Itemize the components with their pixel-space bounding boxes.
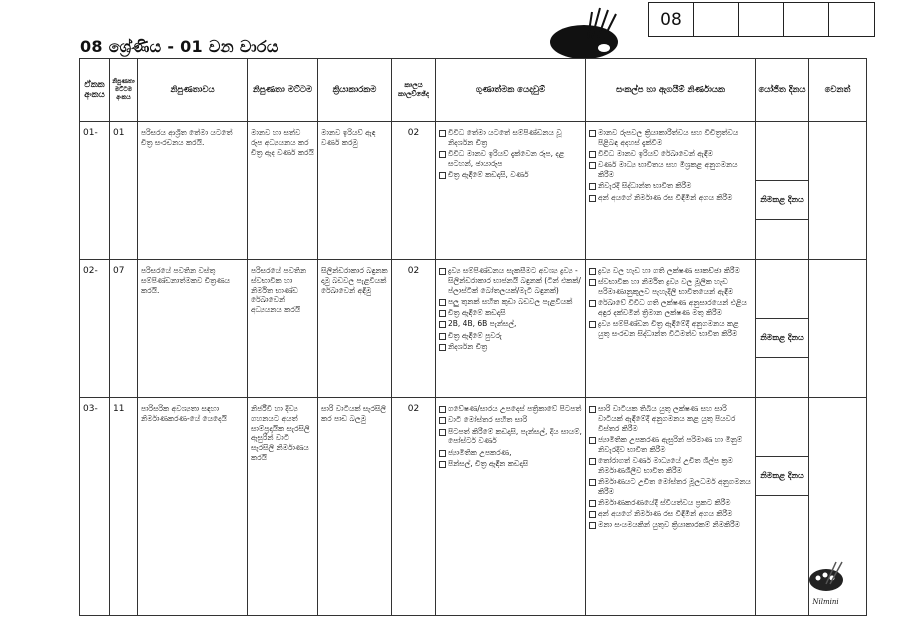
remarks-cell bbox=[809, 260, 867, 398]
list-item: විවිධ මානව ඉරියව් රේඛාවෙන් ඇඳීම bbox=[589, 149, 752, 159]
completion-date-box: නිමකළ දිනය bbox=[756, 318, 808, 358]
list-item: ද්‍රව්‍ය සම්පිණ්ඩන චිත්‍ර ඇඳීමේදී අනුගමනය කළ යුතු සංරචන සිද්ධාන්ත විධිමත්ව භාවිත කිරීම bbox=[589, 319, 752, 339]
list-item: වර්ණ මාධ්‍ය භාවිතය සහ මිශ්‍රකළ අනුගමනය කිරීම bbox=[589, 160, 752, 180]
periods-cell: 02 bbox=[392, 398, 436, 616]
list-item: ගවේෂණ/සාරය උපදෙස් පත්‍රිකාවේ පිටපත් bbox=[439, 404, 582, 414]
list-item: චිත්‍ර ඇඳීමේ කඩදාසි, වර්ණ bbox=[439, 170, 582, 180]
periods-cell: 02 bbox=[392, 122, 436, 260]
suggested-date-cell bbox=[756, 398, 809, 616]
competency-cell: පරිසරයේ පවතින වස්තු සම්පිණ්ඩනාත්මකව චිත්‍රණය කරයි. bbox=[138, 260, 248, 398]
quality-inputs-cell bbox=[436, 260, 586, 398]
list-item: විවිධ මානව ඉරියව් දැක්වෙන රූප, දළ සටහන්, ඡායාරූප bbox=[439, 149, 582, 169]
number-box-empty bbox=[694, 3, 739, 36]
activity-cell: සිලින්ඩරාකාර බඳුනක දාමු බඩවල පැළවීයක් රේඛාවෙන් අඳිමු bbox=[318, 260, 392, 398]
competency-cell: පාරිසරික අවශ්‍යතා සඳහා නිර්මාණකරණ-යේ යෙදෙයි bbox=[138, 398, 248, 616]
list-item: පලු තුනක් සහිත කුඩා බඩවල පැළවීයක් bbox=[439, 297, 582, 307]
list-item: ජ්‍යාමිතික උපකරණ ඇසුරින් පරිමාණ හා මිනුම් නිවැරදිව භාවිත කිරීම bbox=[589, 435, 752, 455]
completion-date-box: නිමකළ දිනය bbox=[756, 180, 808, 220]
quality-inputs-list bbox=[439, 404, 582, 469]
competency-no-cell: 07 bbox=[110, 260, 138, 398]
remarks-cell bbox=[809, 122, 867, 260]
table-row bbox=[80, 122, 867, 260]
list-item: සාරි වාටියක තිබිය යුතු ලක්ෂණ සහ සාරි වාටියක් ඇඳීමේදී අනුගමනය කළ යුතු පියවර විස්තර කිරීම bbox=[589, 404, 752, 433]
header-row bbox=[80, 59, 867, 122]
concepts-eval-cell bbox=[586, 398, 756, 616]
header-periods: කාලය කාලච්ඡේද bbox=[392, 59, 436, 122]
header-concepts-eval: සංකල්ප හා ඇගයීම් නිර්ණායක bbox=[586, 59, 756, 122]
suggested-date-cell bbox=[756, 122, 809, 260]
concepts-eval-list bbox=[589, 128, 752, 202]
list-item: පිටපත් කිරීමේ කඩදාසි, පැන්සල්, දිය සායම්, පෝස්ටර් වර්ණ bbox=[439, 427, 582, 447]
competency-no-cell: 01 bbox=[110, 122, 138, 260]
list-item: ද්‍රව්‍ය වල හැඩ හා ගති ලක්ෂණ සාකච්ඡා කිරීම bbox=[589, 266, 752, 276]
competency-level-cell: නිර්ජීවී හා දිව්‍ය ගහනයට අයත් සාම්ප්‍රදායික සැරසිලි ඇසුරින් වාටි සැරසිලි නිර්මාණය කරයි bbox=[248, 398, 318, 616]
list-item: 2B, 4B, 6B පැන්සල්, bbox=[439, 319, 582, 329]
list-item: විවිධ තේමා යටතේ සම්පිණ්ඩනය වූ නිදර්ශන චිත්‍ර bbox=[439, 128, 582, 148]
periods-cell: 02 bbox=[392, 260, 436, 398]
table-row bbox=[80, 398, 867, 616]
number-box-empty bbox=[784, 3, 829, 36]
list-item: නිදර්ශන චිත්‍ර bbox=[439, 342, 582, 352]
header-suggested-date: යෝජිත දිනය bbox=[756, 59, 809, 122]
list-item: මානව රූපවල ක්‍රියාකාරීත්වය සහ විචිත්‍රත්වය පිළිබඳ අදහස් දැක්වීම bbox=[589, 128, 752, 148]
competency-cell: පරිසරය ආශ්‍රිත තේමා යටතේ චිත්‍ර සංරචනය කරයි. bbox=[138, 122, 248, 260]
page-number-boxes bbox=[648, 2, 875, 37]
completion-date-box: නිමකළ දිනය bbox=[756, 456, 808, 496]
number-box-empty bbox=[829, 3, 874, 36]
competency-no-cell: 11 bbox=[110, 398, 138, 616]
list-item: තෝරාගත් වර්ණ මාධ්‍යයේ උචිත ශිල්ප ක්‍රම නිර්මාණශීලීව භාවිත කිරීම bbox=[589, 456, 752, 476]
list-item: චිත්‍ර ඇඳීමේ පුවරු bbox=[439, 331, 582, 341]
list-item: නිර්මාණකරණයේදී ස්වීයත්වය ප්‍රකට කිරීම bbox=[589, 498, 752, 508]
list-item: නිවැරදි සිද්ධාන්ත භාවිත කිරීම bbox=[589, 181, 752, 191]
unit-no-cell: 02- bbox=[80, 260, 110, 398]
concepts-eval-cell bbox=[586, 260, 756, 398]
list-item: පින්සල්, චිත්‍ර ඇඳීන කඩදාසි bbox=[439, 459, 582, 469]
quality-inputs-cell bbox=[436, 398, 586, 616]
activity-cell: මානව ඉරියව් ඇඳ වර්ණ කරමු bbox=[318, 122, 392, 260]
quality-inputs-cell bbox=[436, 122, 586, 260]
unit-no-cell: 01- bbox=[80, 122, 110, 260]
list-item: ජ්‍යාමිතික උපකරණ, bbox=[439, 448, 582, 458]
header-remarks: වෙනත් bbox=[809, 59, 867, 122]
header-competency-no: නිපුණතා මට්ටම අංකය bbox=[110, 59, 138, 122]
page-number: 08 bbox=[649, 3, 694, 36]
page-title: 08 ශ්‍රේණිය - 01 වන වාරය bbox=[80, 37, 279, 56]
list-item: රේඛාවේ විවිධ ගති ලක්ෂණ අනුසාරයෙන් එළිය අඳුර දක්වමින් ත්‍රිමාන ලක්ෂණ මතු කිරීම bbox=[589, 298, 752, 318]
header-quality-inputs: ගුණාත්මක යෙදවුම් bbox=[436, 59, 586, 122]
list-item: නිර්මාණයට උචිත මෝස්තර මූලධර්ම අනුගමනය කිරීම bbox=[589, 477, 752, 497]
lesson-plan-table bbox=[79, 58, 867, 616]
activity-cell: සාරි වාටියක් සැරසිලි කර පාඩ බලමු bbox=[318, 398, 392, 616]
list-item: චිත්‍ර ඇඳීමේ කඩදාසි bbox=[439, 308, 582, 318]
list-item: මනා සංයමයකින් යුතුව ක්‍රියාකාරකම් නිමකිරීම bbox=[589, 520, 752, 530]
table-row bbox=[80, 260, 867, 398]
header-activity: ක්‍රියාකාරකම bbox=[318, 59, 392, 122]
quality-inputs-list bbox=[439, 266, 582, 352]
header-unit-no: ඒකක අංකය bbox=[80, 59, 110, 122]
list-item: ස්වභාවික හා නිර්මිත ද්‍රව්‍ය වල මූලික හැඩ පරිමාණානුකූලව පැහැදිලි භාවිතයෙන් ඇඳීම bbox=[589, 277, 752, 297]
list-item: අන් අයගේ නිර්මාණ රස විඳිමින් අගය කිරීම bbox=[589, 509, 752, 519]
concepts-eval-list bbox=[589, 404, 752, 530]
quality-inputs-list bbox=[439, 128, 582, 180]
header-competency: නිපුණතාවය bbox=[138, 59, 248, 122]
number-box-empty bbox=[739, 3, 784, 36]
header-competency-level: නිපුණතා මට්ටම bbox=[248, 59, 318, 122]
palette-logo-icon bbox=[803, 560, 848, 606]
list-item: වාටි මෝස්තර සහිත සාරි bbox=[439, 415, 582, 425]
suggested-date-cell bbox=[756, 260, 809, 398]
concepts-eval-cell bbox=[586, 122, 756, 260]
unit-no-cell: 03- bbox=[80, 398, 110, 616]
list-item: අන් අයගේ නිර්මාණ රස විඳිමින් අගය කිරීම bbox=[589, 193, 752, 203]
list-item: ද්‍රව්‍ය සම්පිණ්ඩනය සැකසීමට අවශ්‍ය ද්‍රව්‍ය - සිලින්ඩරාකාර භාජනයි බඳුනක් (ටින් එකක්/ප්ලාස්ටික් බෝතලයක්/මැටි බඳුනක්) bbox=[439, 266, 582, 295]
competency-level-cell: මානව හා සත්ව රූප අධ්‍යයනය කර චිත්‍ර ඇද වර්ණ කරයි bbox=[248, 122, 318, 260]
concepts-eval-list bbox=[589, 266, 752, 339]
competency-level-cell: පරිසරයේ පවතින ස්වභාවික හා නිර්මිත භාණ්ඩ රේඛාවෙන් අධ්‍යයනය කරයි bbox=[248, 260, 318, 398]
signature: Nilmini bbox=[812, 598, 839, 606]
